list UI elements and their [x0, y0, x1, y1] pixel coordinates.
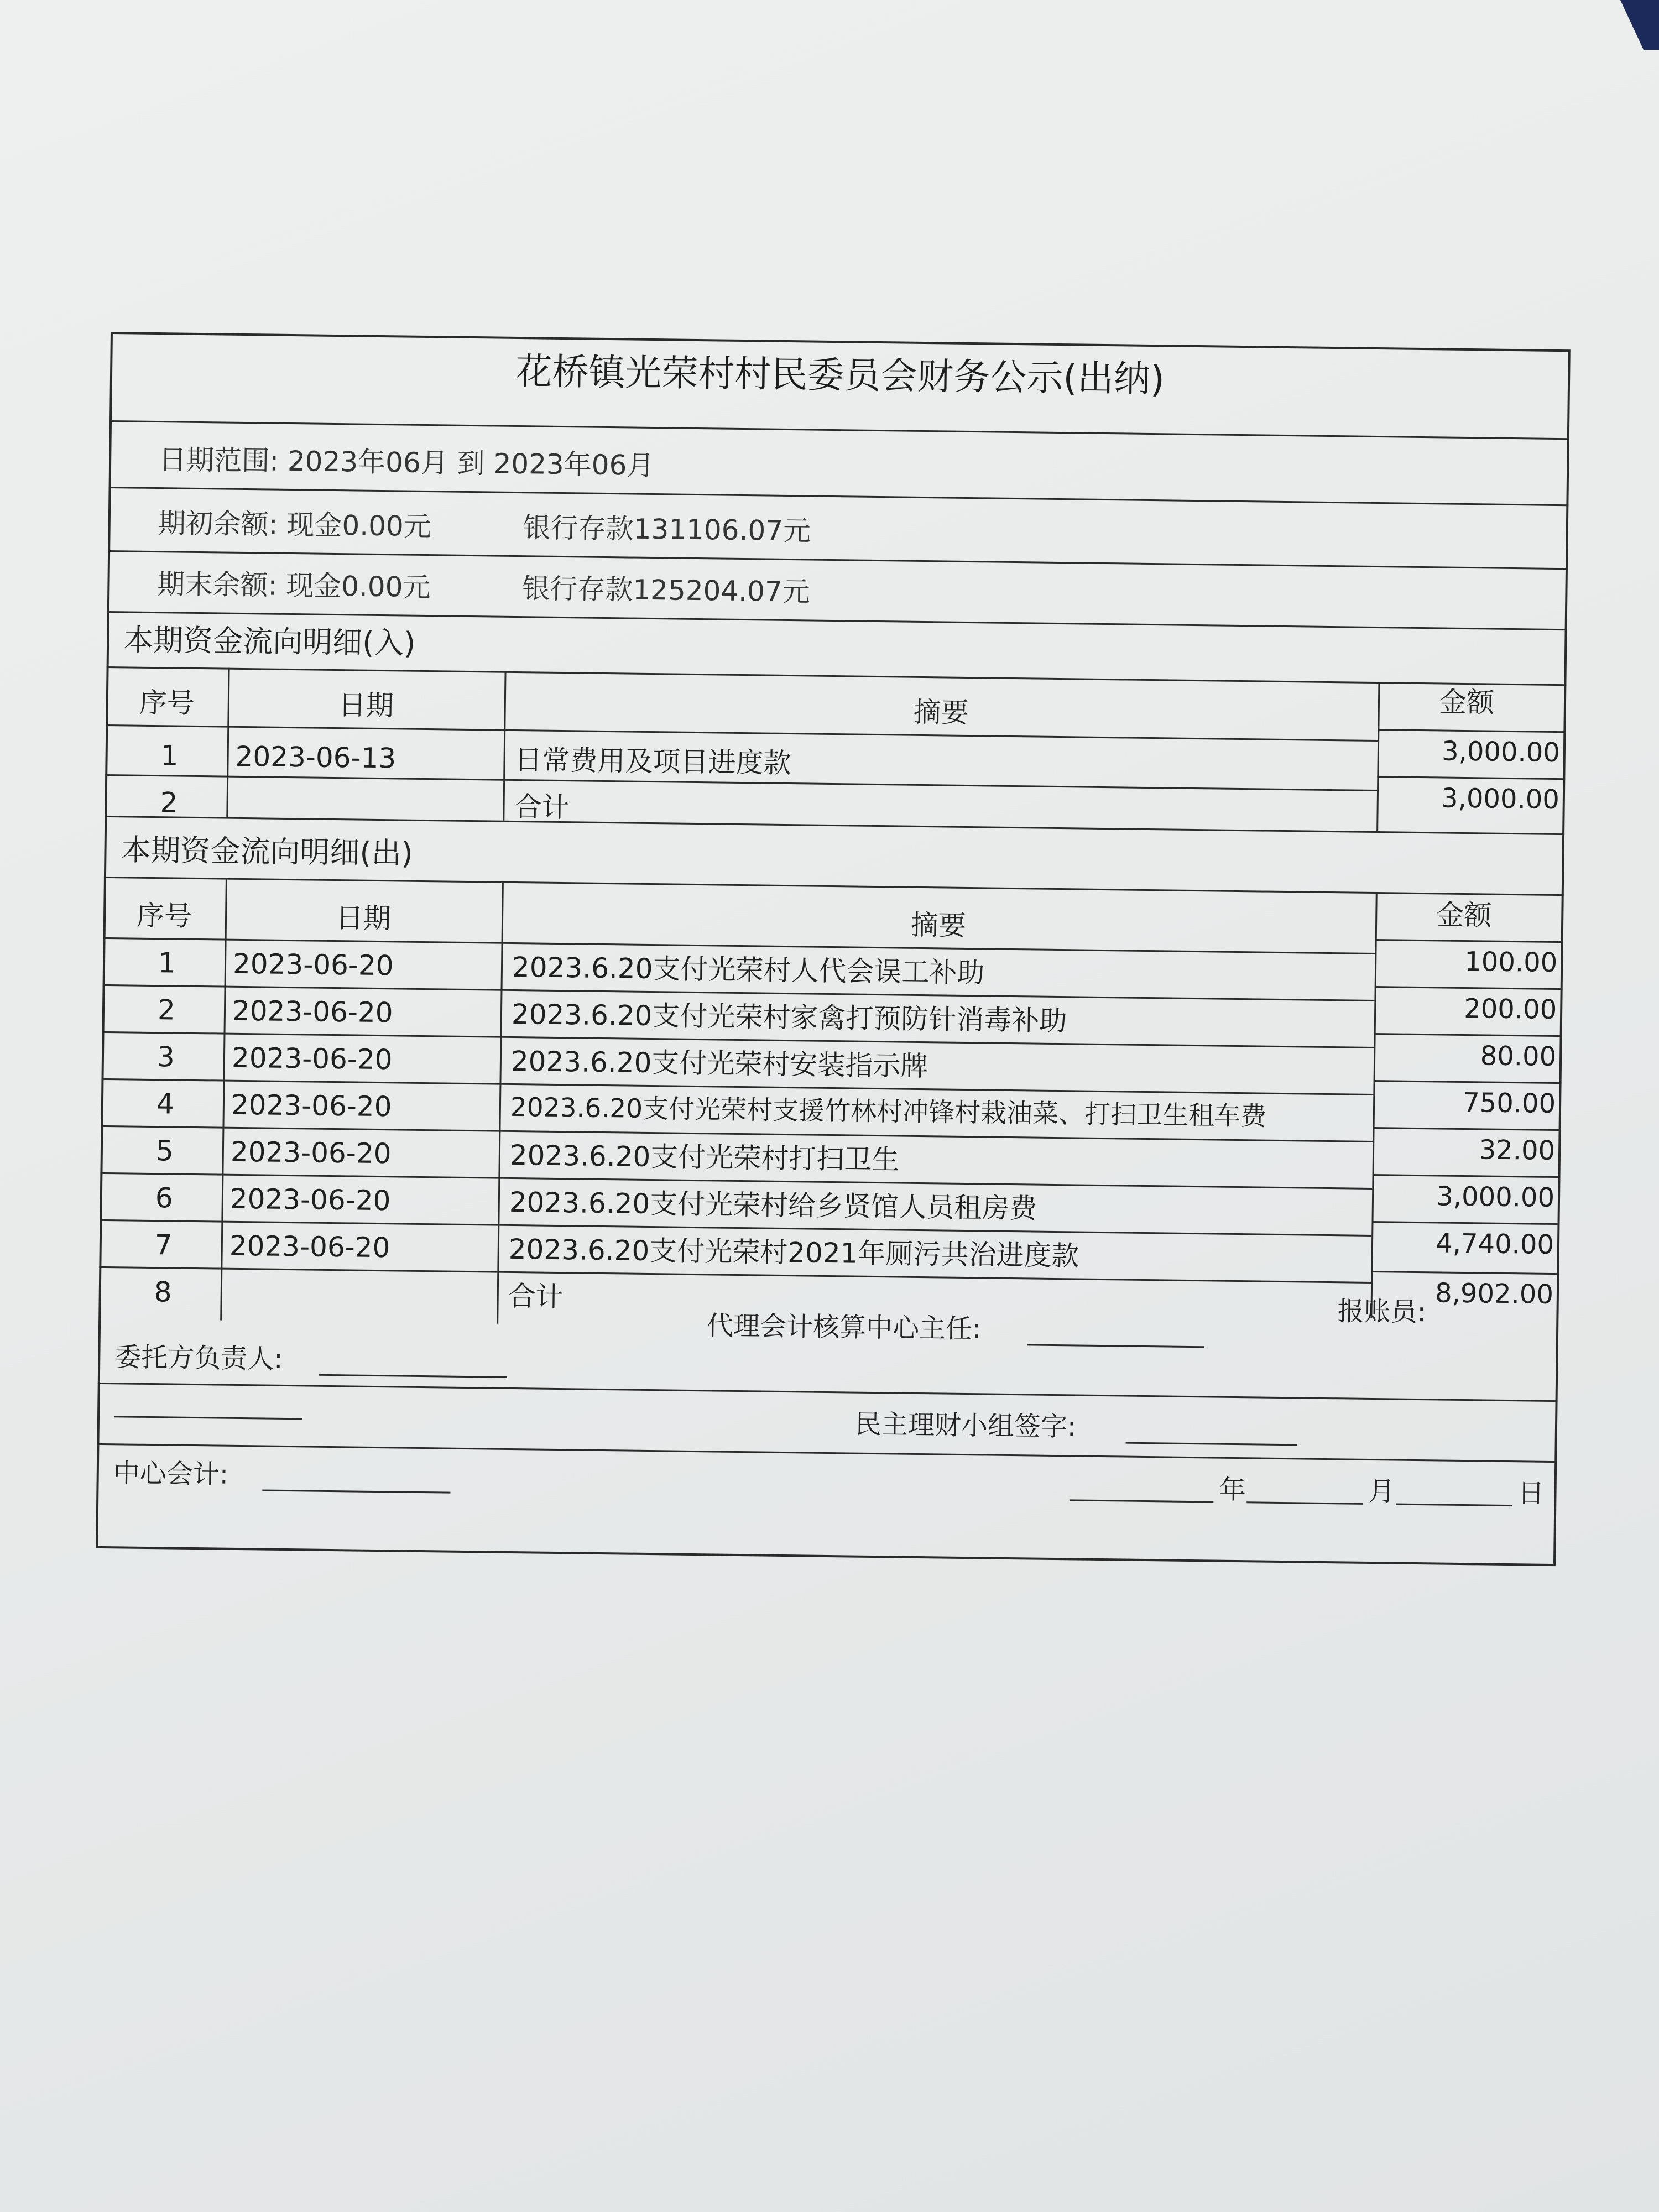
expense-row-date: 2023-06-20	[230, 1135, 392, 1170]
expense-row-no: 4	[156, 1088, 175, 1120]
expense-row-no: 1	[158, 947, 176, 979]
expense-row-date: 2023-06-20	[232, 947, 394, 982]
expense-row-amount: 4,740.00	[1435, 1228, 1554, 1261]
income-row-amount: 3,000.00	[1441, 735, 1561, 769]
income-row-summary: 日常费用及项目进度款	[514, 743, 791, 780]
closing-balance-cash: 期末余额: 现金0.00元	[157, 568, 431, 604]
income-header-summary: 摘要	[913, 696, 969, 729]
expense-row-summary: 2023.6.20支付光荣村人代会误工补助	[512, 951, 985, 989]
expense-row-date: 2023-06-20	[229, 1182, 391, 1217]
expense-row-date: 2023-06-20	[231, 1041, 393, 1076]
expense-total-no: 8	[154, 1276, 172, 1308]
expense-header-date: 日期	[335, 902, 392, 935]
income-row-date: 2023-06-13	[235, 740, 397, 775]
year-label: 年	[1219, 1474, 1246, 1506]
expense-section-title: 本期资金流向明细(出)	[121, 832, 414, 871]
expense-row-no: 6	[155, 1182, 174, 1214]
expense-row-summary: 2023.6.20支付光荣村安装指示牌	[510, 1045, 928, 1083]
expense-row-amount: 80.00	[1480, 1040, 1557, 1073]
expense-header-no: 序号	[136, 899, 192, 932]
expense-row-date: 2023-06-20	[231, 1088, 392, 1123]
income-header-amount: 金额	[1438, 686, 1495, 719]
income-section-title: 本期资金流向明细(入)	[123, 622, 416, 661]
expense-row-date: 2023-06-20	[232, 994, 393, 1029]
expense-row-summary: 2023.6.20支付光荣村2021年厕污共治进度款	[508, 1233, 1079, 1272]
page-title: 花桥镇光荣村村民委员会财务公示(出纳)	[515, 349, 1165, 401]
income-total-no: 2	[160, 786, 178, 819]
finance-notice-sheet	[96, 332, 1571, 1566]
expense-row-no: 3	[156, 1041, 175, 1073]
expense-row-no: 7	[154, 1229, 173, 1261]
expense-header-amount: 金额	[1436, 899, 1492, 932]
agent-director-label: 代理会计核算中心主任:	[706, 1310, 982, 1345]
day-label: 日	[1517, 1478, 1545, 1509]
expense-row-no: 5	[155, 1135, 174, 1167]
expense-row-summary: 2023.6.20支付光荣村家禽打预防针消毒补助	[511, 998, 1067, 1037]
reimburser-label: 报账员:	[1337, 1296, 1427, 1328]
income-total-label: 合计	[514, 790, 570, 824]
expense-row-summary: 2023.6.20支付光荣村给乡贤馆人员租房费	[509, 1186, 1037, 1225]
date-range: 日期范围: 2023年06月 到 2023年06月	[158, 444, 655, 482]
expense-row-amount: 100.00	[1464, 946, 1558, 979]
expense-row-summary: 2023.6.20支付光荣村打扫卫生	[509, 1139, 900, 1176]
finance-group-label: 民主理财小组签字:	[854, 1408, 1077, 1443]
month-label: 月	[1368, 1475, 1395, 1507]
income-header-date: 日期	[338, 689, 394, 722]
expense-row-no: 2	[157, 994, 176, 1026]
expense-row-amount: 32.00	[1479, 1134, 1556, 1167]
expense-row-date: 2023-06-20	[229, 1229, 390, 1264]
center-accountant-label: 中心会计:	[113, 1458, 229, 1490]
opening-balance-cash: 期初余额: 现金0.00元	[158, 507, 432, 543]
expense-row-amount: 750.00	[1462, 1087, 1556, 1120]
expense-header-summary: 摘要	[910, 909, 967, 942]
expense-row-summary: 2023.6.20支付光荣村支援竹林村冲锋村栽油菜、打扫卫生租车费	[510, 1092, 1267, 1132]
expense-row-amount: 3,000.00	[1436, 1181, 1555, 1214]
expense-total-amount: 8,902.00	[1434, 1277, 1554, 1311]
expense-total-label: 合计	[508, 1280, 564, 1313]
closing-balance-bank: 银行存款125204.07元	[522, 572, 811, 608]
income-row-no: 1	[160, 739, 179, 772]
income-header-no: 序号	[139, 686, 195, 719]
client-head-label: 委托方负责人:	[114, 1342, 283, 1375]
expense-row-amount: 200.00	[1463, 993, 1557, 1026]
opening-balance-bank: 银行存款131106.07元	[523, 512, 811, 547]
income-total-amount: 3,000.00	[1441, 782, 1560, 816]
